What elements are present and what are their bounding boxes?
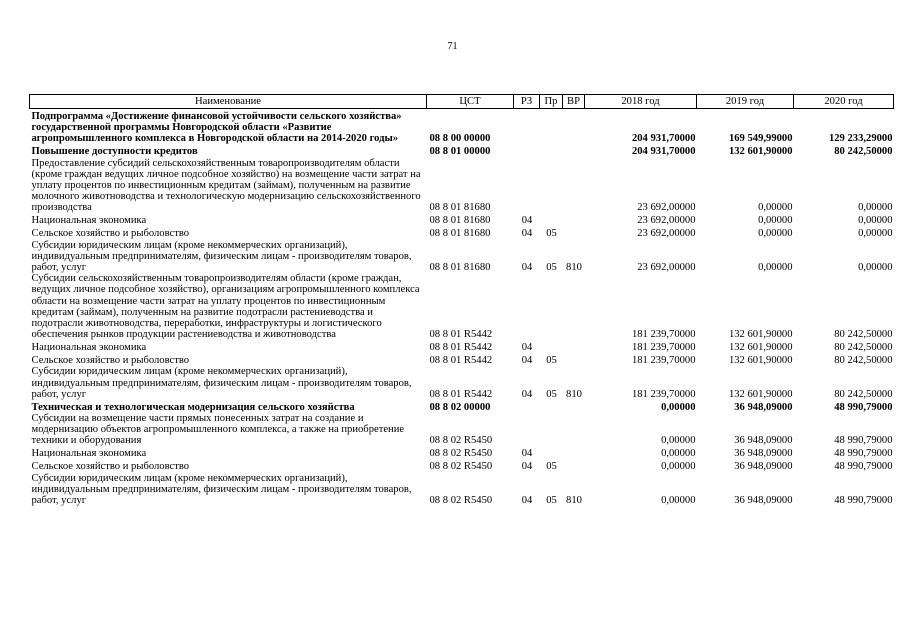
cell-vr xyxy=(563,447,585,460)
table-row xyxy=(30,340,894,353)
cell-cst: 08 8 01 R5442 xyxy=(429,342,493,354)
table-row xyxy=(30,400,894,413)
cell-cst: 08 8 02 R5450 xyxy=(429,448,493,460)
cell-pr: 05 xyxy=(546,355,557,367)
cell-pr xyxy=(540,447,563,460)
cell-2020: 0,00000 xyxy=(858,202,893,214)
cell-2020: 48 990,79000 xyxy=(834,448,893,460)
cell-2018: 23 692,00000 xyxy=(637,262,696,274)
cell-pr: 05 xyxy=(546,388,557,400)
cell-2018: 181 239,70000 xyxy=(631,342,696,354)
cell-cst: 08 8 01 81680 xyxy=(429,262,491,274)
cell-2018: 204 931,70000 xyxy=(631,146,696,158)
cell-vr xyxy=(563,273,585,340)
cell-2018: 0,00000 xyxy=(661,401,696,413)
table-row xyxy=(30,240,894,274)
cell-rz xyxy=(514,400,540,413)
table-row xyxy=(30,273,894,340)
cell-2018: 204 931,70000 xyxy=(631,133,696,145)
cell-2019: 36 948,09000 xyxy=(734,461,793,473)
cell-name: Субсидии юридическим лицам (кроме некоммерческих организаций), индивидуальным предпринимателям, физическим лицам - производителям товаров, работ, услуг xyxy=(31,472,412,507)
cell-cst: 08 8 02 R5450 xyxy=(429,461,493,473)
cell-vr xyxy=(563,158,585,214)
cell-2020: 80 242,50000 xyxy=(834,146,893,158)
cell-name: Субсидии сельскохозяйственным товаропроизводителям области (кроме граждан, ведущих личное подсобное хозяйство), организациям агропромышленного комплекса области на возмещение части затрат на уплату процентов по инвестиционным кредитам (займам), полученным на развитие подотрасли растениеводства и подотрасли животноводства, переработки, инфраструктуры и логистического обеспечения рынков продукции растениеводства и животноводства xyxy=(31,273,420,341)
cell-name: Повышение доступности кредитов xyxy=(31,146,198,158)
cell-pr: 05 xyxy=(546,262,557,274)
table-row xyxy=(30,413,894,447)
cell-2019: 132 601,90000 xyxy=(728,388,793,400)
cell-2019: 36 948,09000 xyxy=(734,401,793,413)
cell-2018: 23 692,00000 xyxy=(637,215,696,227)
cell-pr xyxy=(540,400,563,413)
cell-pr xyxy=(540,214,563,227)
cell-rz xyxy=(514,109,540,145)
cell-cst: 08 8 01 R5442 xyxy=(429,355,493,367)
table-header xyxy=(30,95,894,109)
cell-2020: 0,00000 xyxy=(858,262,893,274)
cell-2019: 36 948,09000 xyxy=(734,495,793,507)
header-vr: ВР xyxy=(563,95,585,109)
cell-2018: 0,00000 xyxy=(661,495,696,507)
table-row xyxy=(30,158,894,214)
cell-pr: 05 xyxy=(546,228,557,240)
cell-rz: 04 xyxy=(521,262,533,274)
cell-2020: 48 990,79000 xyxy=(834,461,893,473)
cell-vr xyxy=(563,145,585,158)
cell-cst: 08 8 01 00000 xyxy=(429,146,491,158)
cell-pr xyxy=(540,158,563,214)
cell-cst: 08 8 01 R5442 xyxy=(429,329,493,341)
cell-2019: 0,00000 xyxy=(758,215,793,227)
cell-2020: 80 242,50000 xyxy=(834,329,893,341)
cell-cst: 08 8 02 00000 xyxy=(429,401,491,413)
cell-name: Субсидии юридическим лицам (кроме некоммерческих организаций), индивидуальным предпринимателям, физическим лицам - производителям товаров, работ, услуг xyxy=(31,239,412,274)
cell-name: Субсидии на возмещение части прямых понесенных затрат на создание и модернизацию объектов агропромышленного комплекса, а также на приобретение техники и оборудования xyxy=(31,413,405,447)
page-number: 71 xyxy=(447,41,458,52)
cell-cst: 08 8 00 00000 xyxy=(429,133,491,145)
cell-2018: 181 239,70000 xyxy=(631,329,696,341)
cell-2020: 0,00000 xyxy=(858,215,893,227)
cell-pr xyxy=(540,109,563,145)
cell-vr xyxy=(563,227,585,240)
cell-name: Техническая и технологическая модернизация сельского хозяйства xyxy=(31,401,355,413)
cell-cst: 08 8 01 81680 xyxy=(429,202,491,214)
table-row xyxy=(30,353,894,366)
cell-2019: 36 948,09000 xyxy=(734,435,793,447)
cell-cst: 08 8 02 R5450 xyxy=(429,435,493,447)
cell-2018: 23 692,00000 xyxy=(637,202,696,214)
cell-rz xyxy=(514,158,540,214)
cell-vr xyxy=(563,413,585,447)
cell-name: Сельское хозяйство и рыболовство xyxy=(31,355,190,367)
header-2020: 2020 год xyxy=(794,95,894,109)
cell-2019: 169 549,99000 xyxy=(728,133,793,145)
header-cst: ЦСТ xyxy=(427,95,514,109)
cell-2020: 0,00000 xyxy=(858,228,893,240)
table-row xyxy=(30,227,894,240)
cell-2019: 0,00000 xyxy=(758,262,793,274)
cell-rz: 04 xyxy=(521,215,533,227)
cell-2019: 0,00000 xyxy=(758,202,793,214)
cell-cst: 08 8 01 R5442 xyxy=(429,388,493,400)
table-row xyxy=(30,214,894,227)
cell-2020: 80 242,50000 xyxy=(834,388,893,400)
cell-rz: 04 xyxy=(521,461,533,473)
cell-rz xyxy=(514,273,540,340)
header-2019: 2019 год xyxy=(697,95,794,109)
cell-2020: 48 990,79000 xyxy=(834,495,893,507)
cell-2019: 132 601,90000 xyxy=(728,329,793,341)
cell-vr xyxy=(563,353,585,366)
cell-name: Подпрограмма «Достижение финансовой устойчивости сельского хозяйства» государственной программы Новгородской области «Развитие агропромышленного комплекса в Новгородской области на 2014-2020 годы» xyxy=(31,111,402,145)
budget-table xyxy=(29,94,894,506)
cell-2020: 80 242,50000 xyxy=(834,342,893,354)
cell-rz: 04 xyxy=(521,388,533,400)
cell-name: Национальная экономика xyxy=(31,448,147,460)
cell-pr xyxy=(540,413,563,447)
cell-rz: 04 xyxy=(521,355,533,367)
table-body xyxy=(30,109,894,507)
cell-2020: 48 990,79000 xyxy=(834,435,893,447)
header-name: Наименование xyxy=(30,95,427,109)
cell-cst: 08 8 02 R5450 xyxy=(429,495,493,507)
cell-2019: 132 601,90000 xyxy=(728,146,793,158)
cell-rz: 04 xyxy=(521,448,533,460)
cell-vr xyxy=(563,109,585,145)
cell-2019: 0,00000 xyxy=(758,228,793,240)
cell-rz xyxy=(514,145,540,158)
table-row xyxy=(30,447,894,460)
cell-pr xyxy=(540,340,563,353)
cell-vr: 810 xyxy=(566,495,582,507)
cell-2018: 181 239,70000 xyxy=(631,355,696,367)
cell-rz: 04 xyxy=(521,228,533,240)
cell-cst: 08 8 01 81680 xyxy=(429,215,491,227)
cell-2018: 0,00000 xyxy=(661,461,696,473)
cell-2020: 48 990,79000 xyxy=(834,401,893,413)
cell-vr xyxy=(563,460,585,473)
cell-2018: 0,00000 xyxy=(661,448,696,460)
table-row xyxy=(30,460,894,473)
cell-vr xyxy=(563,400,585,413)
table-row xyxy=(30,109,894,145)
cell-2018: 0,00000 xyxy=(661,435,696,447)
cell-rz: 04 xyxy=(521,342,533,354)
cell-name: Сельское хозяйство и рыболовство xyxy=(31,461,190,473)
cell-pr: 05 xyxy=(546,495,557,507)
header-pr: Пр xyxy=(540,95,563,109)
cell-name: Сельское хозяйство и рыболовство xyxy=(31,228,190,240)
cell-cst: 08 8 01 81680 xyxy=(429,228,491,240)
cell-name: Предоставление субсидий сельскохозяйственным товаропроизводителям области (кроме граждан ведущих личное подсобное хозяйство) на возмещение части затрат на уплату процентов по инвестиционным кредитам (займам), полученным на развитие молочного животноводства и технологическую модернизацию сельскохозяйственного производства xyxy=(31,157,421,214)
cell-2019: 36 948,09000 xyxy=(734,448,793,460)
cell-vr: 810 xyxy=(566,262,582,274)
cell-rz xyxy=(514,413,540,447)
cell-vr xyxy=(563,214,585,227)
cell-2019: 132 601,90000 xyxy=(728,342,793,354)
cell-2020: 80 242,50000 xyxy=(834,355,893,367)
cell-rz: 04 xyxy=(521,495,533,507)
header-rz: РЗ xyxy=(514,95,540,109)
cell-2020: 129 233,29000 xyxy=(828,133,893,145)
cell-2018: 181 239,70000 xyxy=(631,388,696,400)
table-row xyxy=(30,145,894,158)
cell-pr: 05 xyxy=(546,461,557,473)
header-2018: 2018 год xyxy=(585,95,697,109)
cell-name: Национальная экономика xyxy=(31,342,147,354)
cell-2018: 23 692,00000 xyxy=(637,228,696,240)
table-row xyxy=(30,366,894,400)
cell-vr xyxy=(563,340,585,353)
cell-2019: 132 601,90000 xyxy=(728,355,793,367)
cell-pr xyxy=(540,145,563,158)
cell-name: Национальная экономика xyxy=(31,215,147,227)
cell-vr: 810 xyxy=(566,388,582,400)
cell-pr xyxy=(540,273,563,340)
table-row xyxy=(30,473,894,507)
cell-name: Субсидии юридическим лицам (кроме некоммерческих организаций), индивидуальным предпринимателям, физическим лицам - производителям товаров, работ, услуг xyxy=(31,366,412,400)
